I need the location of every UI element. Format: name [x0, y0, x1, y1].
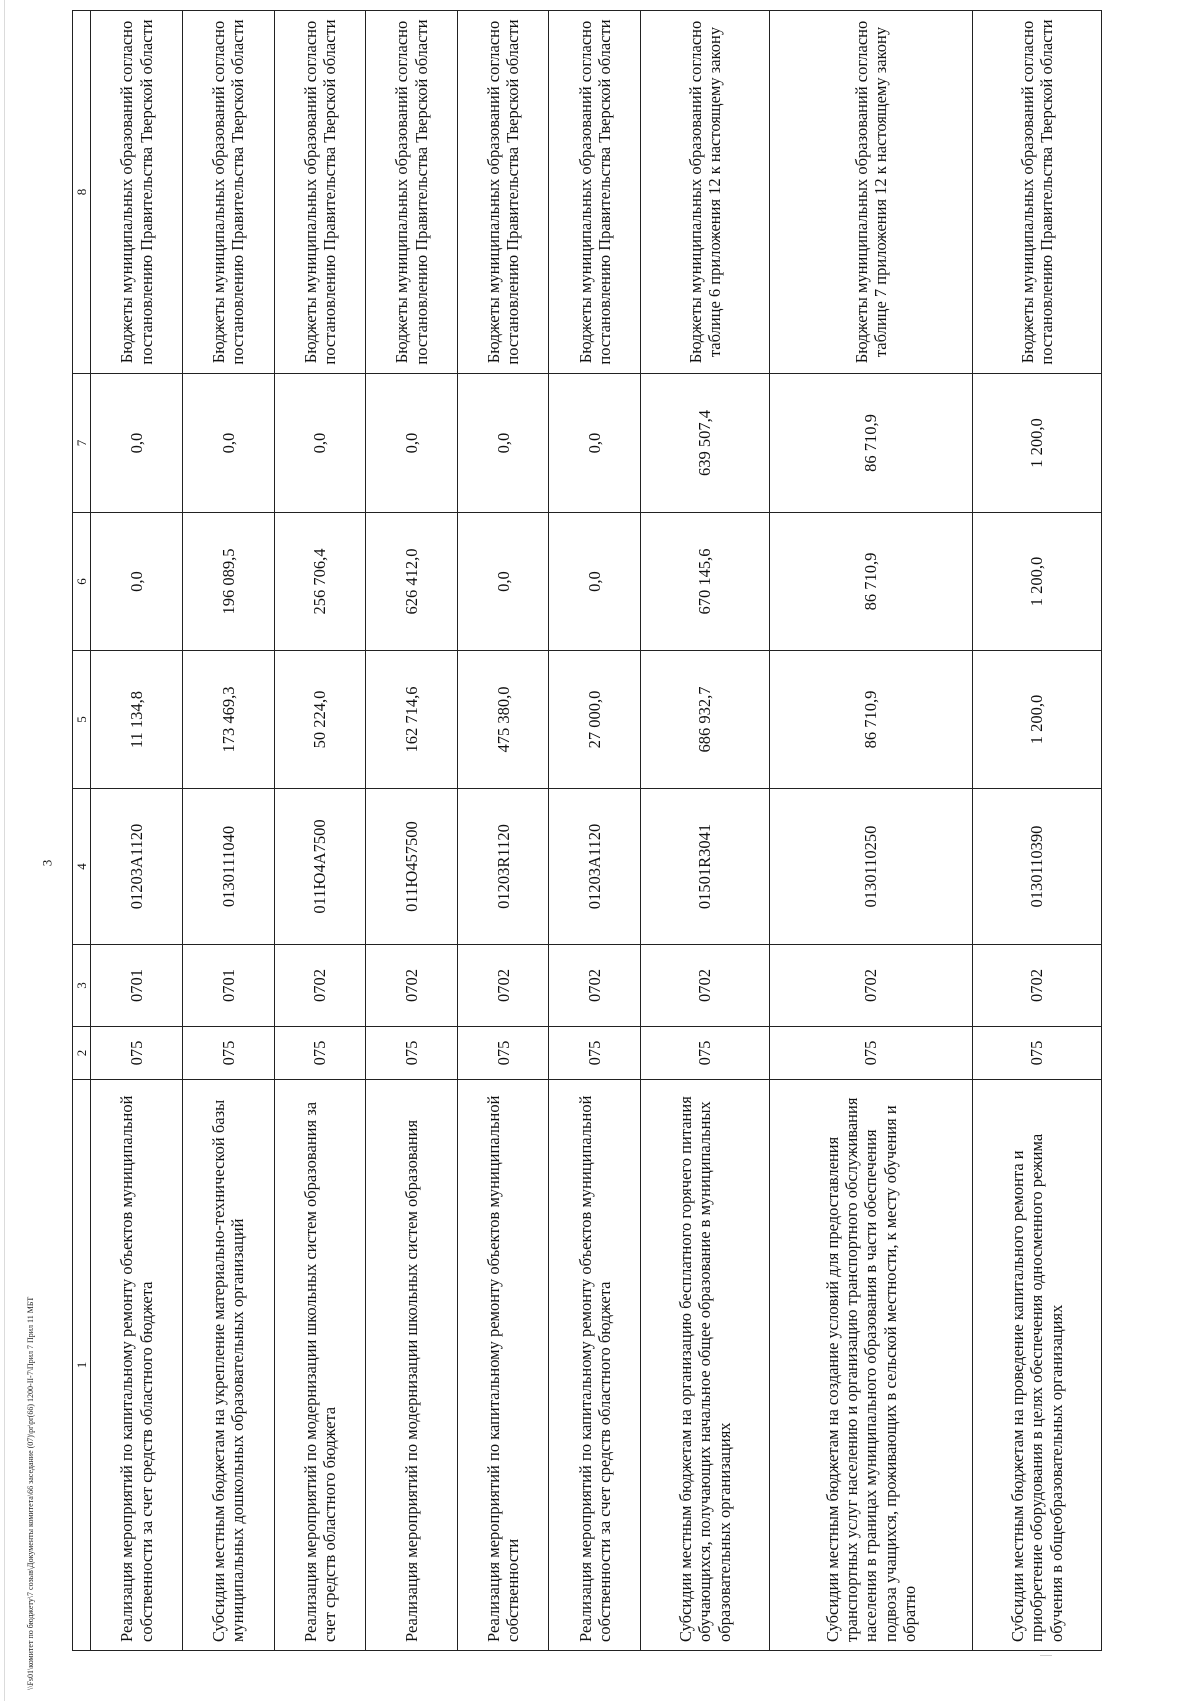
row-name: Субсидии местным бюджетам на организацию бесплатного горячего питания обучающихся, получающих начальное общее образование в муниципальных образовательных организациях: [641, 1080, 770, 1651]
table-row: [274, 11, 366, 1651]
row-name: Реализация мероприятий по модернизации школьных систем образования за счет средств областного бюджета: [274, 1080, 366, 1651]
row-col5: 475 380,0: [457, 651, 549, 789]
row-section: 0702: [769, 945, 972, 1027]
row-section: 0702: [973, 945, 1102, 1027]
row-col6: 0,0: [549, 513, 641, 651]
row-col6: 0,0: [91, 513, 183, 651]
row-code: 075: [973, 1027, 1102, 1080]
row-source: Бюджеты муниципальных образований согласно постановлению Правительства Тверской области: [182, 11, 274, 374]
scan-mark: [1040, 1655, 1052, 1656]
page-number: 3: [39, 859, 55, 867]
row-source: Бюджеты муниципальных образований согласно постановлению Правительства Тверской области: [973, 11, 1102, 374]
row-col5: 1 200,0: [973, 651, 1102, 789]
row-article: 0130110390: [973, 789, 1102, 945]
row-col5: 27 000,0: [549, 651, 641, 789]
row-col7: 0,0: [274, 374, 366, 513]
column-header: 6: [73, 513, 91, 651]
row-code: 075: [549, 1027, 641, 1080]
row-source: Бюджеты муниципальных образований согласно постановлению Правительства Тверской области: [91, 11, 183, 374]
row-name: Субсидии местным бюджетам на укрепление материально-технической базы муниципальных дошкольных образовательных организаций: [182, 1080, 274, 1651]
row-col7: 0,0: [182, 374, 274, 513]
row-article: 0130111040: [182, 789, 274, 945]
column-header: 3: [73, 945, 91, 1027]
row-col5: 50 224,0: [274, 651, 366, 789]
row-code: 075: [641, 1027, 770, 1080]
row-article: 011Ю4А7500: [274, 789, 366, 945]
row-col6: 256 706,4: [274, 513, 366, 651]
row-code: 075: [182, 1027, 274, 1080]
table-row: [549, 11, 641, 1651]
row-code: 075: [769, 1027, 972, 1080]
row-col5: 162 714,6: [366, 651, 458, 789]
row-code: 075: [366, 1027, 458, 1080]
rotated-table-area: [72, 19, 1102, 1651]
row-col5: 173 469,3: [182, 651, 274, 789]
column-header: 1: [73, 1080, 91, 1651]
row-article: 01501R3041: [641, 789, 770, 945]
row-section: 0702: [457, 945, 549, 1027]
budget-table: [72, 10, 1102, 1651]
row-article: 0130110250: [769, 789, 972, 945]
row-name: Реализация мероприятий по модернизации школьных систем образования: [366, 1080, 458, 1651]
row-col7: 0,0: [549, 374, 641, 513]
row-col5: 11 134,8: [91, 651, 183, 789]
row-col6: 670 145,6: [641, 513, 770, 651]
row-name: Реализация мероприятий по капитальному ремонту объектов муниципальной собственности за счет средств областного бюджета: [549, 1080, 641, 1651]
row-col7: 1 200,0: [973, 374, 1102, 513]
row-col5: 86 710,9: [769, 651, 972, 789]
row-source: Бюджеты муниципальных образований согласно постановлению Правительства Тверской области: [549, 11, 641, 374]
row-section: 0701: [182, 945, 274, 1027]
row-name: Субсидии местным бюджетам на создание условий для предоставления транспортных услуг населению и организацию транспортного обслуживания населения в границах муниципального образования в части обеспечения подвоза учащихся, проживающих в сельской местности, к месту обучения и обратно: [769, 1080, 972, 1651]
table-row: [366, 11, 458, 1651]
row-col7: 0,0: [366, 374, 458, 513]
column-header: 2: [73, 1027, 91, 1080]
table-row: [182, 11, 274, 1651]
row-col6: 86 710,9: [769, 513, 972, 651]
row-col7: 0,0: [457, 374, 549, 513]
column-number-row: [73, 11, 91, 1651]
row-section: 0702: [274, 945, 366, 1027]
row-section: 0701: [91, 945, 183, 1027]
row-article: 011Ю457500: [366, 789, 458, 945]
row-name: Реализация мероприятий по капитальному ремонту объектов муниципальной собственности: [457, 1080, 549, 1651]
row-col6: 196 089,5: [182, 513, 274, 651]
row-source: Бюджеты муниципальных образований согласно постановлению Правительства Тверской области: [366, 11, 458, 374]
column-header: 5: [73, 651, 91, 789]
row-col6: 1 200,0: [973, 513, 1102, 651]
row-col7: 0,0: [91, 374, 183, 513]
row-article: 01203R1120: [457, 789, 549, 945]
table-row: [91, 11, 183, 1651]
row-col5: 686 932,7: [641, 651, 770, 789]
row-col6: 626 412,0: [366, 513, 458, 651]
row-source: Бюджеты муниципальных образований согласно таблице 7 приложения 12 к настоящему закону: [769, 11, 972, 374]
column-header: 8: [73, 11, 91, 374]
column-header: 7: [73, 374, 91, 513]
row-name: Субсидии местным бюджетам на проведение капитального ремонта и приобретение оборудования в целях обеспечения односменного режима обучения в общеобразовательных организациях: [973, 1080, 1102, 1651]
footer-file-path: \\Fs01\комитет по бюджету\7 созыв\Документы комитета\66 заседание (07)\pr\pr(66) 1200-II-7\Прил 7 Прил 11 МБТ: [26, 1296, 35, 1690]
row-name: Реализация мероприятий по капитальному ремонту объектов муниципальной собственности за счет средств областного бюджета: [91, 1080, 183, 1651]
row-code: 075: [274, 1027, 366, 1080]
row-article: 01203A1120: [91, 789, 183, 945]
table-row: [641, 11, 770, 1651]
row-section: 0702: [641, 945, 770, 1027]
row-col7: 86 710,9: [769, 374, 972, 513]
scan-mark: [4, 0, 5, 1701]
row-section: 0702: [366, 945, 458, 1027]
table-row: [457, 11, 549, 1651]
row-code: 075: [91, 1027, 183, 1080]
table-row: [769, 11, 972, 1651]
row-source: Бюджеты муниципальных образований согласно постановлению Правительства Тверской области: [457, 11, 549, 374]
row-section: 0702: [549, 945, 641, 1027]
row-source: Бюджеты муниципальных образований согласно таблице 6 приложения 12 к настоящему закону: [641, 11, 770, 374]
table-row: [973, 11, 1102, 1651]
row-article: 01203A1120: [549, 789, 641, 945]
row-source: Бюджеты муниципальных образований согласно постановлению Правительства Тверской области: [274, 11, 366, 374]
row-col7: 639 507,4: [641, 374, 770, 513]
row-col6: 0,0: [457, 513, 549, 651]
row-code: 075: [457, 1027, 549, 1080]
column-header: 4: [73, 789, 91, 945]
